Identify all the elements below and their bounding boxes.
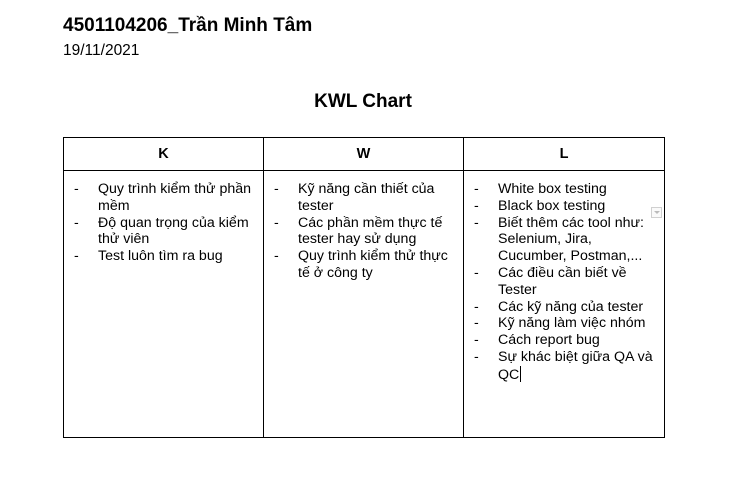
list-item: - Cách report bug	[498, 332, 656, 349]
list-k	[64, 171, 263, 265]
list-item: - Black box testing	[498, 198, 656, 215]
list-item-text: Sự khác biệt giữa QA và QC	[498, 348, 653, 383]
header-k[interactable]: K	[64, 138, 264, 171]
header-w[interactable]: W	[264, 138, 464, 171]
list-item: - Test luôn tìm ra bug	[98, 248, 255, 265]
list-item: - White box testing	[498, 181, 656, 198]
list-item: - Kỹ năng cần thiết của tester	[298, 181, 455, 215]
chart-title: KWL Chart	[314, 91, 412, 112]
list-item: - Các phần mềm thực tế tester hay sử dụng	[298, 215, 455, 249]
list-item: - Các kỹ năng của tester	[498, 299, 656, 316]
cell-w[interactable]	[264, 171, 464, 438]
list-item: - Quy trình kiểm thử phần mềm	[98, 181, 255, 215]
header-row	[64, 138, 665, 171]
cell-l[interactable]	[464, 171, 665, 438]
list-item: - Độ quan trọng của kiểm thử viên	[98, 215, 255, 249]
document-title: 4501104206_Trần Minh Tâm	[63, 15, 313, 36]
text-cursor	[520, 366, 521, 382]
document-date: 19/11/2021	[63, 42, 140, 59]
cell-k[interactable]	[64, 171, 264, 438]
list-item: - Các điều cần biết về Tester	[498, 265, 656, 299]
list-item: - Kỹ năng làm việc nhóm	[498, 315, 656, 332]
list-item: - Biết thêm các tool như: Selenium, Jira, Cucumber, Postman,...	[498, 215, 656, 265]
list-item	[498, 349, 656, 384]
content-row	[64, 171, 665, 438]
list-item: - Quy trình kiểm thử thực tế ở công ty	[298, 248, 455, 282]
header-l[interactable]: L	[464, 138, 665, 171]
kwl-table	[63, 137, 665, 438]
list-w	[264, 171, 463, 282]
list-l	[464, 171, 664, 384]
